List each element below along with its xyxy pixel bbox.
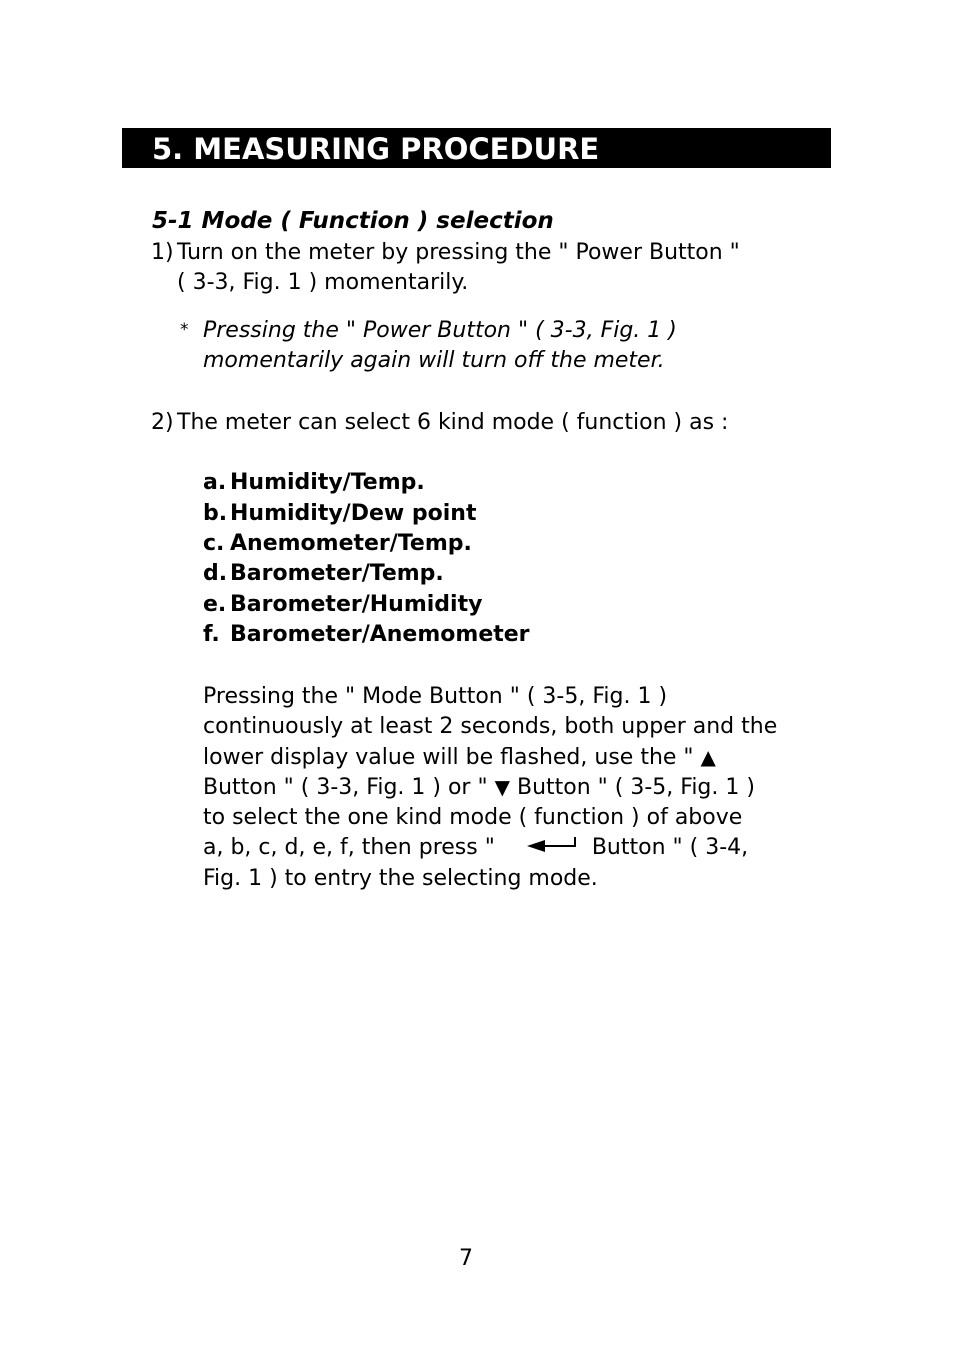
mode-item: f. Barometer/Anemometer (203, 622, 530, 647)
subsection-title: 5-1 Mode ( Function ) selection (152, 208, 554, 234)
note-marker: * (180, 320, 189, 340)
enter-icon (527, 835, 583, 861)
step1-line1: Turn on the meter by pressing the " Power Button " (177, 240, 740, 265)
instructions-line7: Fig. 1 ) to entry the selecting mode. (203, 866, 598, 891)
instructions-line6: a, b, c, d, e, f, then press " Button " ( 3-4, (203, 835, 749, 860)
step1-line2: ( 3-3, Fig. 1 ) momentarily. (177, 270, 469, 295)
instructions-line3: lower display value will be flashed, use the " ▲ (203, 745, 716, 770)
section-title-bar (122, 128, 831, 168)
instructions-line4: Button " ( 3-3, Fig. 1 ) or " ▼ Button " ( 3-5, Fig. 1 ) (203, 775, 755, 800)
mode-item: c. Anemometer/Temp. (203, 531, 472, 556)
note-line1: Pressing the " Power Button " ( 3-3, Fig. 1 ) (203, 318, 677, 343)
mode-item: e. Barometer/Humidity (203, 592, 483, 617)
down-arrow-icon: ▼ (494, 775, 510, 799)
note-line2: momentarily again will turn off the meter. (203, 348, 665, 373)
instructions-line1: Pressing the " Mode Button " ( 3-5, Fig. 1 ) (203, 684, 668, 709)
instructions-line2: continuously at least 2 seconds, both upper and the (203, 714, 778, 739)
mode-item: b. Humidity/Dew point (203, 501, 477, 526)
step2-number: 2) (151, 410, 174, 435)
up-arrow-icon: ▲ (700, 745, 716, 769)
section-title: 5. MEASURING PROCEDURE (152, 132, 600, 166)
mode-item: d. Barometer/Temp. (203, 561, 444, 586)
step2-text: The meter can select 6 kind mode ( function ) as : (177, 410, 729, 435)
mode-item: a. Humidity/Temp. (203, 470, 425, 495)
step1-number: 1) (151, 240, 174, 265)
page-number: 7 (459, 1246, 473, 1271)
instructions-line5: to select the one kind mode ( function ) of above (203, 805, 743, 830)
